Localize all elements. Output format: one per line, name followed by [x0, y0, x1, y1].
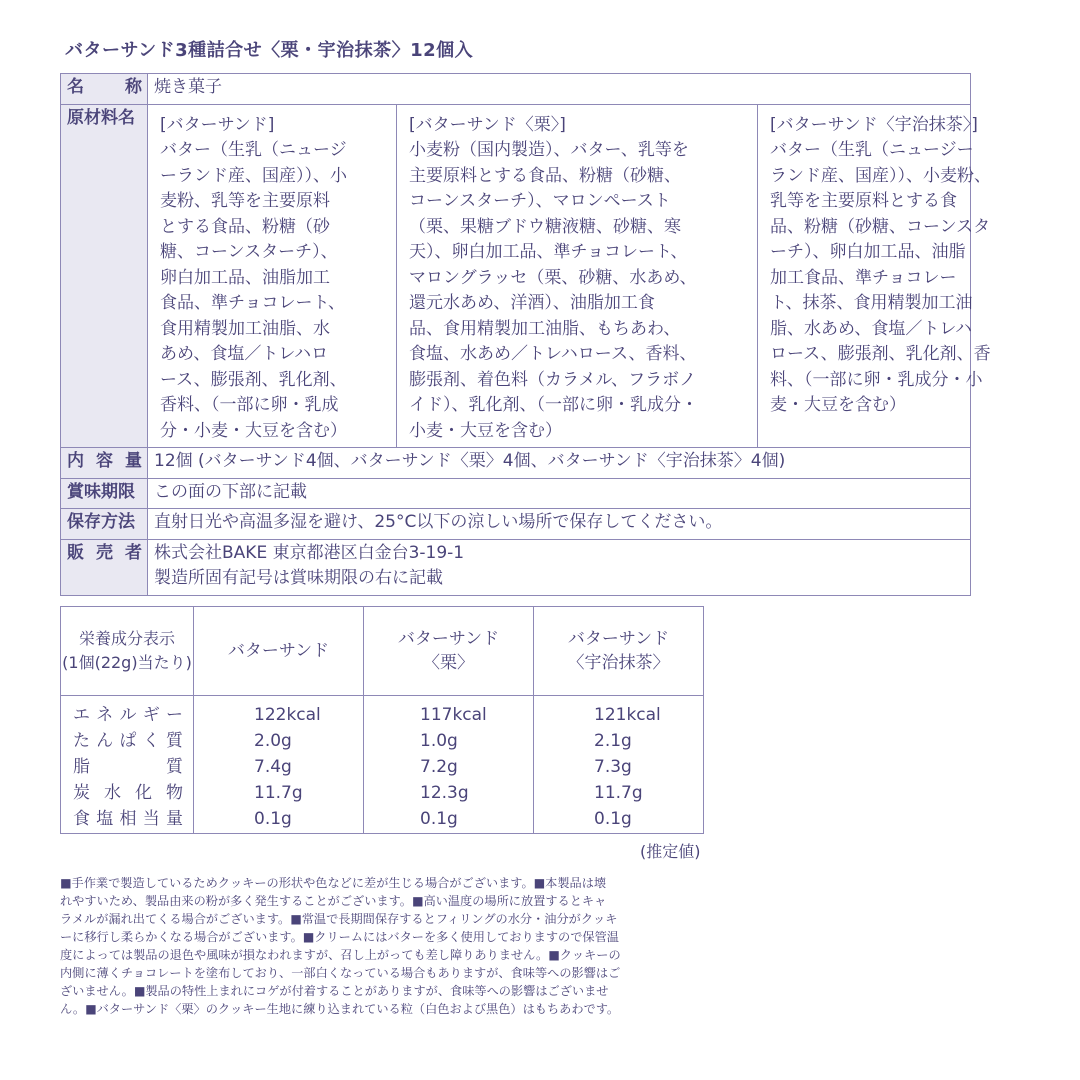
raw-line: 還元水あめ、洋酒）、油脂加工食 — [409, 293, 655, 313]
nutrition-col-variant: 〈宇治抹茶〉 — [567, 653, 670, 673]
name-header: 名 称 — [61, 74, 148, 105]
nutrition-row-label: 炭水化物 — [73, 783, 183, 803]
nutrition-values-matcha — [534, 696, 704, 834]
raw-line: 小麦粉（国内製造）、バター、乳等を — [409, 140, 689, 160]
raw-line: ース、膨張剤、乳化剤、 — [160, 369, 347, 390]
raw-line: とする食品、粉糖（砂 — [160, 216, 330, 237]
expiry-row — [61, 478, 971, 509]
nutrition-value: 0.1g — [420, 809, 458, 829]
raw-line: 麦粉、乳等を主要原料 — [160, 191, 330, 211]
caution-notes — [60, 874, 706, 1018]
nutrition-value: 7.3g — [594, 757, 632, 777]
nutrition-value: 12.3g — [420, 783, 469, 803]
raw-line: 麦・大豆を含む） — [770, 395, 906, 415]
caution-note-line: ーに移行し柔らかくなる場合がございます。■クリームにはバターを多く使用しておりますので保管温 — [60, 930, 619, 944]
raw-line: 食塩、水あめ／トレハロース、香料、 — [409, 344, 697, 364]
raw-line: 分・小麦・大豆を含む） — [160, 420, 347, 441]
storage-row — [61, 509, 971, 540]
caution-note-line: ■手作業で製造しているためクッキーの形状や色などに差が生じる場合がございます。■本製品は壊 — [60, 876, 607, 890]
nutrition-value: 2.0g — [254, 731, 292, 751]
estimated-value-note: (推定値) — [640, 842, 701, 861]
nutrition-row-label: たんぱく質 — [73, 731, 183, 751]
raw-line: ーランド産、国産））、小 — [160, 165, 347, 186]
caution-note-line: ラメルが漏れ出てくる場合がございます。■常温で長期間保存するとフィリングの水分・油分がクッキ — [60, 912, 618, 926]
nutrition-values-chestnut — [364, 696, 534, 834]
caution-note-line: 度によっては製品の退色や風味が損なわれますが、召し上がっても差し障りありません。■クッキーの — [60, 948, 621, 962]
raw-line: 食品、準チョコレート、 — [160, 293, 345, 313]
caution-note-line: れやすいため、製品由来の粉が多く発生することがございます。■高い温度の場所に放置するとキャ — [60, 894, 607, 908]
raw-column-butter-sand-matcha — [758, 105, 991, 448]
nutrition-value: 2.1g — [594, 731, 632, 751]
raw-line: バター（生乳（ニュージ — [160, 140, 347, 160]
nutrition-value: 0.1g — [254, 809, 292, 829]
seller-line-2: 製造所固有記号は賞味期限の右に記載 — [154, 568, 443, 588]
raw-materials-header: 原材料名 — [61, 104, 148, 448]
nutrition-col-name: バターサンド — [227, 641, 330, 661]
caution-note-line: 内側に薄くチョコレートを塗布しており、一部白くなっている場合もありますが、食味等への影響はご — [60, 966, 621, 980]
nutrition-col-header-butter-sand — [194, 607, 364, 696]
nutrition-col-header-matcha — [534, 607, 704, 696]
nutrition-value: 11.7g — [594, 783, 643, 803]
raw-line: マロングラッセ（栗、砂糖、水あめ、 — [409, 267, 697, 288]
caution-note-line: ん。■バターサンド〈栗〉のクッキー生地に練り込まれている粒（白色および黒色）はもちあわです。 — [60, 1002, 620, 1016]
raw-line: ロース、膨張剤、乳化剤、香 — [770, 344, 991, 364]
nutrition-value: 0.1g — [594, 809, 632, 829]
nutrition-row-labels — [61, 696, 194, 834]
raw-line: ト、抹茶、食用精製加工油 — [770, 293, 973, 313]
nutrition-value: 117kcal — [420, 705, 487, 725]
raw-line: バター（生乳（ニュージー — [770, 140, 974, 160]
raw-column-heading: [バターサンド〈栗〉] — [409, 114, 566, 135]
raw-materials-value — [148, 104, 991, 448]
nutrition-values-butter-sand — [194, 696, 364, 834]
nutrition-col-name: バターサンド — [567, 629, 670, 649]
raw-line: 香料、（一部に卵・乳成 — [160, 395, 339, 415]
raw-column-butter-sand-chestnut — [397, 105, 758, 448]
nutrition-body-row — [61, 696, 704, 834]
raw-line: 天）、卵白加工品、準チョコレート、 — [409, 242, 688, 262]
raw-line: 加工食品、準チョコレー — [770, 267, 957, 288]
nutrition-value: 121kcal — [594, 705, 661, 725]
nutrition-value: 1.0g — [420, 731, 458, 751]
raw-line: ーチ）、卵白加工品、油脂 — [770, 242, 966, 262]
nutrition-col-name: バターサンド — [397, 629, 500, 649]
nutrition-table — [60, 606, 704, 834]
raw-materials-columns — [148, 105, 991, 448]
raw-column-butter-sand — [148, 105, 397, 448]
nutrition-label-serving: (1個(22g)当たり) — [62, 653, 192, 672]
raw-line: 膨張剤、着色料（カラメル、フラボノ — [409, 369, 697, 390]
nutrition-col-header-chestnut — [364, 607, 534, 696]
raw-line: イド）、乳化剤、（一部に卵・乳成分・ — [409, 395, 698, 415]
raw-line: 主要原料とする食品、粉糖（砂糖、 — [409, 165, 681, 186]
raw-line: 品、粉糖（砂糖、コーンスタ — [770, 216, 991, 237]
nutrition-header-row — [61, 607, 704, 696]
nutrition-label-title: 栄養成分表示 — [78, 629, 175, 648]
nutrition-value: 7.4g — [254, 757, 292, 777]
raw-line: 小麦・大豆を含む） — [409, 420, 562, 441]
product-label-table — [60, 73, 991, 596]
content-header: 内容量 — [61, 448, 148, 479]
seller-value — [148, 539, 971, 595]
name-value: 焼き菓子 — [148, 74, 971, 105]
raw-line: 乳等を主要原料とする食 — [770, 191, 957, 211]
seller-row — [61, 539, 971, 595]
nutrition-value: 122kcal — [254, 705, 321, 725]
nutrition-row-label: 脂質 — [73, 757, 183, 777]
storage-header: 保存方法 — [61, 509, 148, 540]
storage-value: 直射日光や高温多湿を避け、25°C以下の涼しい場所で保存してください。 — [148, 509, 971, 540]
raw-column-heading: [バターサンド〈宇治抹茶〉] — [770, 114, 978, 135]
raw-line: 料、（一部に卵・乳成分・小 — [770, 369, 983, 390]
expiry-header: 賞味期限 — [61, 478, 148, 509]
nutrition-col-variant: 〈栗〉 — [423, 653, 474, 673]
caution-note-line: ざいません。■製品の特性上まれにコゲが付着することがありますが、食味等への影響はございませ — [60, 984, 609, 998]
raw-line: あめ、食塩／トレハロ — [160, 344, 329, 364]
raw-materials-row — [61, 104, 971, 448]
nutrition-row-label: エネルギー — [73, 705, 183, 725]
seller-line-1: 株式会社BAKE 東京都港区白金台3-19-1 — [154, 542, 465, 563]
seller-header: 販売者 — [61, 539, 148, 595]
content-row — [61, 448, 971, 479]
raw-line: 脂、水あめ、食塩／トレハ — [770, 318, 973, 339]
product-title: バターサンド3種詰合せ〈栗・宇治抹茶〉12個入 — [65, 40, 474, 61]
raw-line: コーンスターチ）、マロンペースト — [409, 191, 671, 211]
raw-line: 品、食用精製加工油脂、もちあわ、 — [409, 318, 681, 339]
raw-column-heading: [バターサンド] — [160, 114, 275, 135]
name-row — [61, 74, 971, 105]
nutrition-value: 7.2g — [420, 757, 458, 777]
nutrition-label-cell — [61, 607, 194, 696]
raw-line: ランド産、国産））、小麦粉、 — [770, 165, 991, 186]
expiry-value: この面の下部に記載 — [148, 478, 971, 509]
raw-line: 卵白加工品、油脂加工 — [160, 267, 330, 288]
raw-line: 糖、コーンスターチ）、 — [160, 242, 338, 262]
nutrition-row-label: 食塩相当量 — [73, 809, 183, 829]
raw-line: 食用精製加工油脂、水 — [160, 318, 330, 339]
content-value: 12個 (バターサンド4個、バターサンド〈栗〉4個、バターサンド〈宇治抹茶〉4個) — [148, 448, 971, 479]
nutrition-value: 11.7g — [254, 783, 303, 803]
raw-line: （栗、果糖ブドウ糖液糖、砂糖、寒 — [409, 216, 681, 237]
